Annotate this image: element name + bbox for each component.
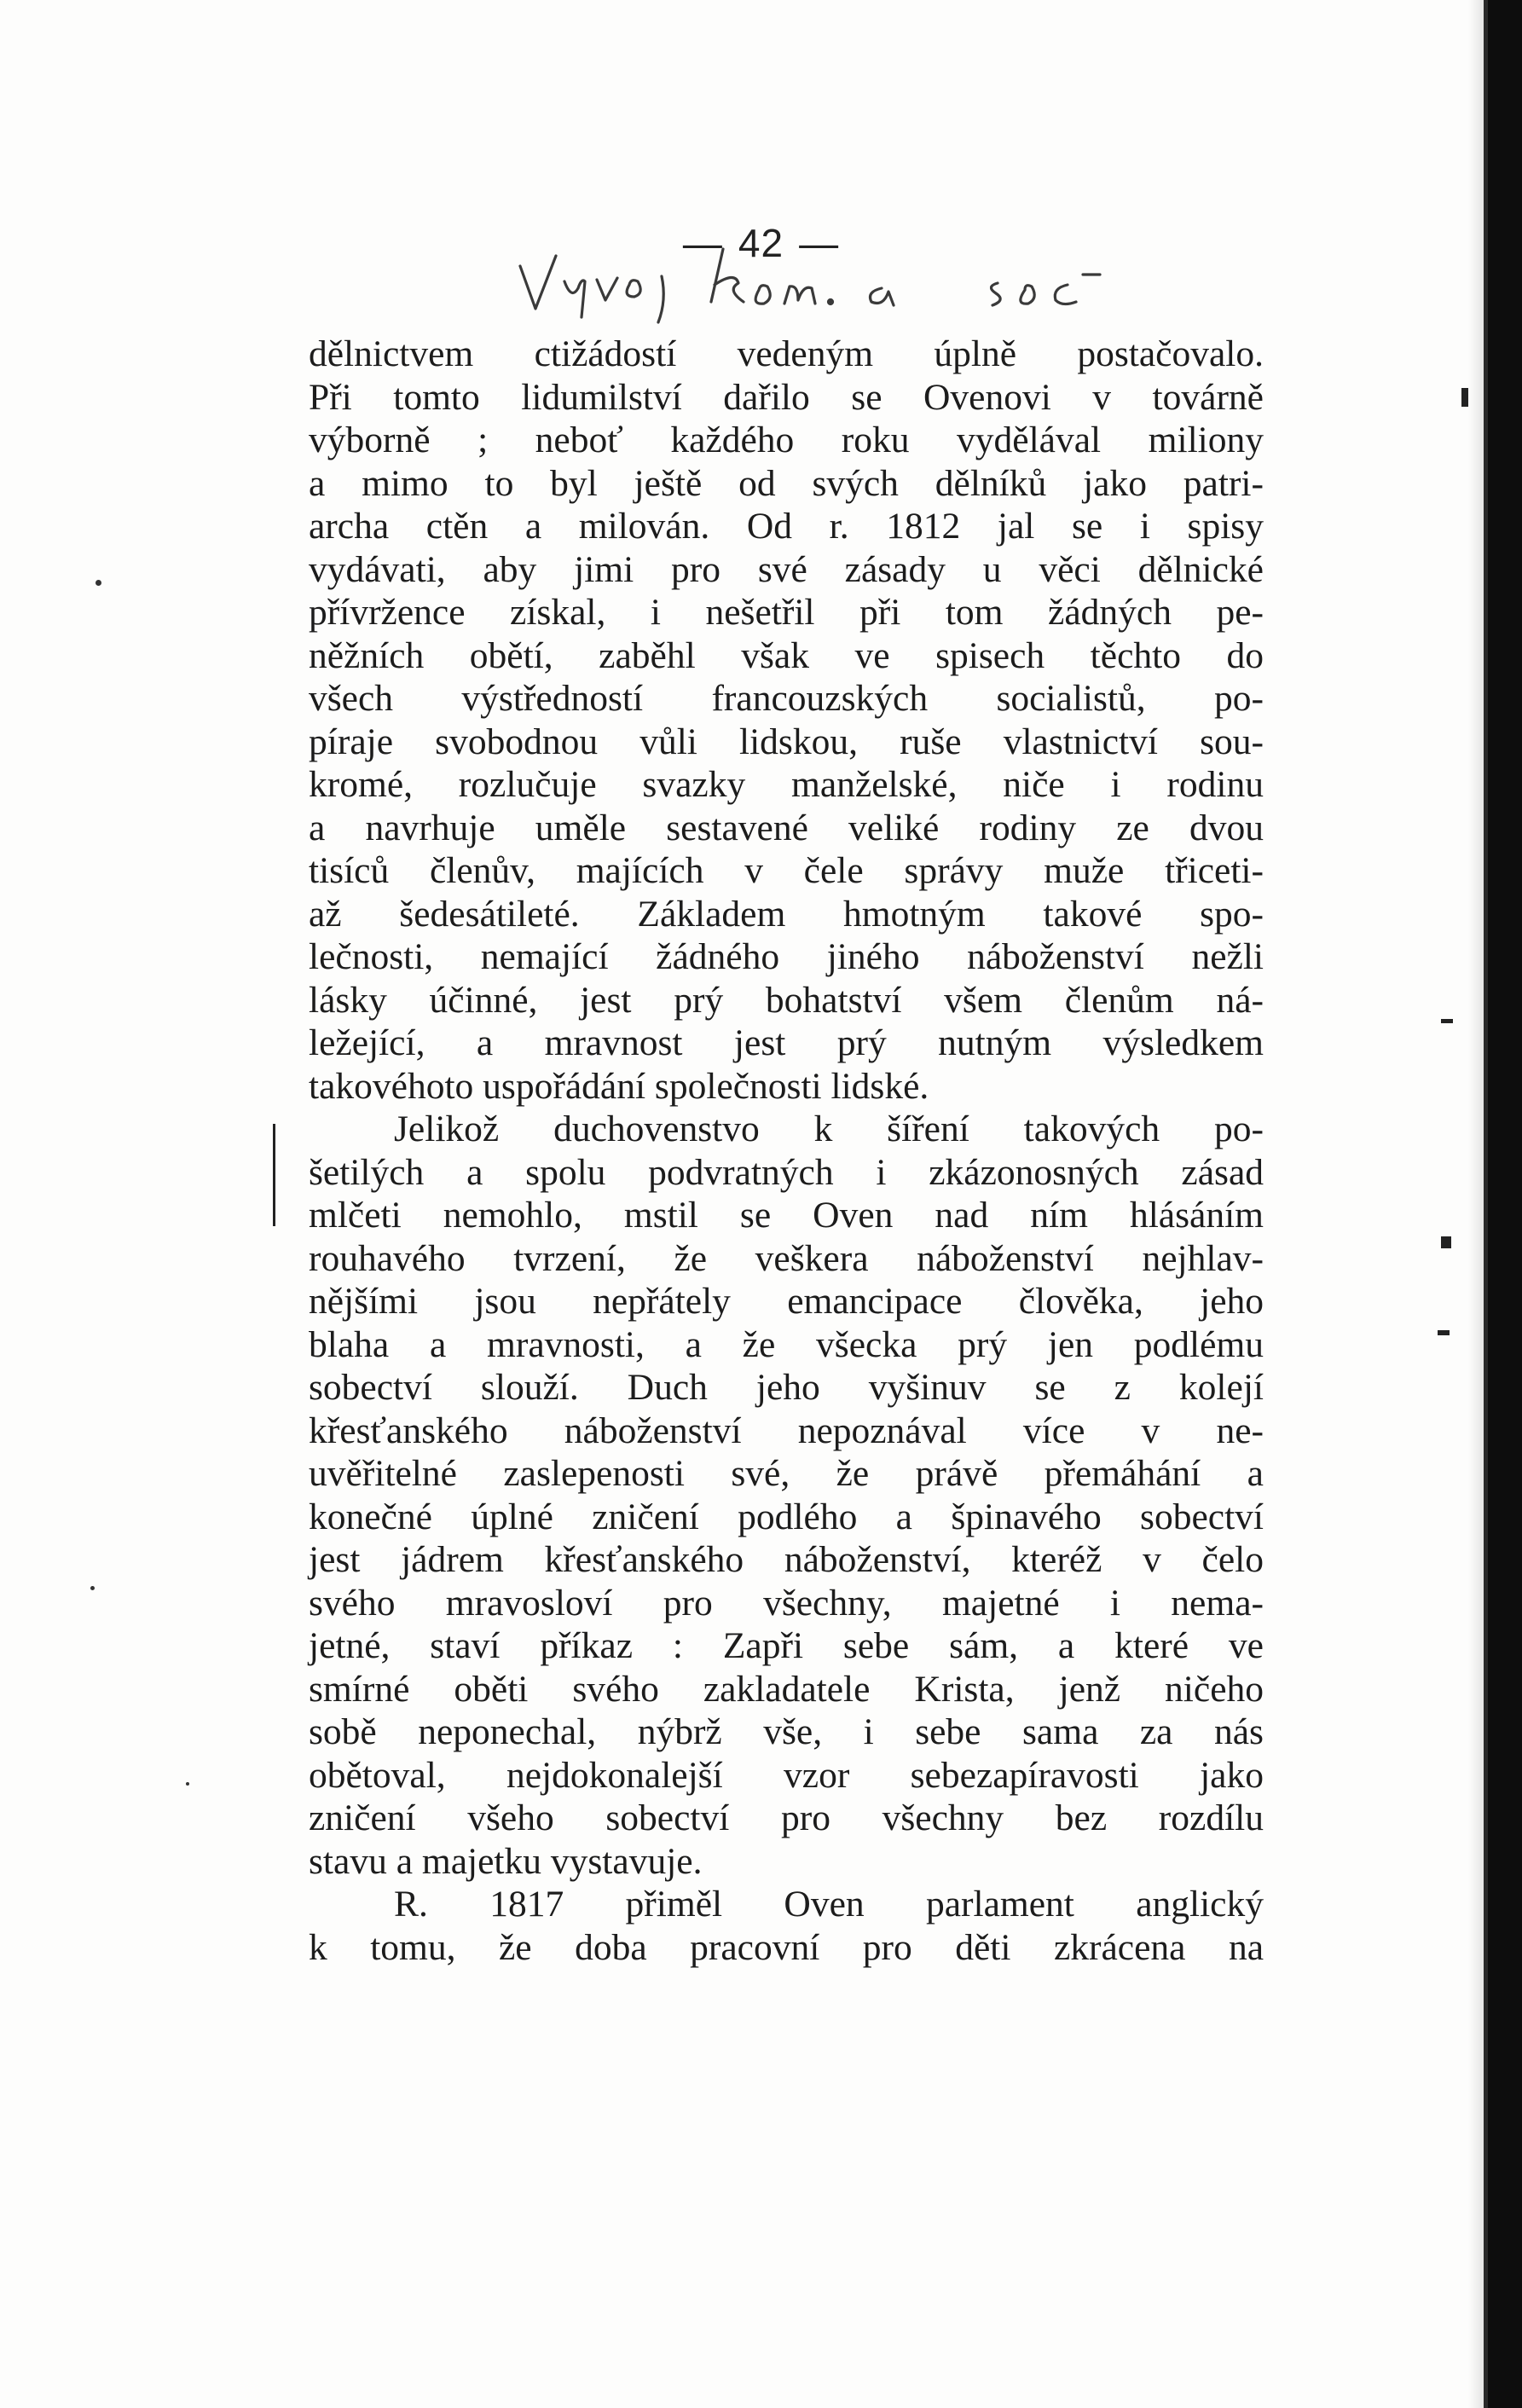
scan-border — [1488, 0, 1522, 2408]
text-line: Jelikož duchovenstvo k šíření takových po- — [394, 1108, 1264, 1149]
text-line: a navrhuje uměle sestavené veliké rodiny ze dvou — [309, 807, 1264, 848]
text-line: svého mravosloví pro všechny, majetné i nema- — [309, 1582, 1264, 1624]
handwritten-note — [503, 240, 1202, 334]
text-line: všech výstředností francouzských socialistů, po- — [309, 678, 1264, 719]
text-line: vydávati, aby jimi pro své zásady u věci dělnické — [309, 548, 1264, 590]
text-line: mlčeti nemohlo, mstil se Oven nad ním hlásáním — [309, 1195, 1264, 1236]
edge-mark — [1441, 1019, 1453, 1023]
text-line: archa ctěn a milován. Od r. 1812 jal se i spisy — [309, 506, 1264, 547]
edge-mark — [1461, 388, 1468, 407]
text-line: jest jádrem křesťanského náboženství, kteréž v čelo — [309, 1539, 1264, 1580]
page-number-value: 42 — [738, 221, 784, 265]
text-line: lečnosti, nemající žádného jiného náboženství nežli — [309, 936, 1264, 977]
text-line: výborně ; neboť každého roku vydělával miliony — [309, 420, 1264, 460]
text-line: smírné oběti svého zakladatele Krista, jenž ničeho — [309, 1668, 1264, 1710]
text-line: ležející, a mravnost jest prý nutným výsledkem — [309, 1022, 1264, 1063]
text-line: k tomu, že doba pracovní pro děti zkrácena na — [309, 1926, 1264, 1968]
text-line: rouhavého tvrzení, že veškera náboženství nejhlav- — [309, 1237, 1264, 1279]
text-line: a mimo to byl ještě od svých dělníků jako patri- — [309, 462, 1264, 504]
page-edge-shadow — [1468, 0, 1484, 2408]
page-number-dash-right: — — [799, 221, 840, 265]
scan-speck — [186, 1782, 189, 1786]
text-line: až šedesátileté. Základem hmotným takové spo- — [309, 893, 1264, 935]
text-line: stavu a majetku vystavuje. — [309, 1840, 703, 1882]
text-line: sobectví slouží. Duch jeho vyšinuv se z kolejí — [309, 1367, 1264, 1408]
text-line: kromé, rozlučuje svazky manželské, niče i rodinu — [309, 764, 1264, 805]
scan-speck — [95, 580, 101, 586]
text-line: šetilých a spolu podvratných i zkázonosných zásad — [309, 1151, 1264, 1193]
text-line: blaha a mravnosti, a že všecka prý jen podlému — [309, 1323, 1264, 1365]
edge-mark — [1441, 1236, 1451, 1248]
text-line: přívržence získal, i nešetřil při tom žádných pe- — [309, 592, 1264, 633]
text-line: píraje svobodnou vůli lidskou, ruše vlastnictví sou- — [309, 721, 1264, 762]
text-line: křesťanského náboženství nepoznával více v ne- — [309, 1409, 1264, 1451]
handwritten-note-scribble — [503, 240, 1202, 334]
scan-speck — [90, 1586, 95, 1590]
text-line: jetné, staví příkaz : Zapři sebe sám, a které ve — [309, 1625, 1264, 1666]
margin-pencil-line — [273, 1124, 275, 1226]
text-line: R. 1817 přiměl Oven parlament anglický — [394, 1884, 1264, 1925]
text-line: Při tomto lidumilství dařilo se Ovenovi v továrně — [309, 376, 1264, 418]
text-line: dělnictvem ctižádostí vedeným úplně postačovalo. — [309, 333, 1264, 374]
text-line: obětoval, nejdokonalejší vzor sebezapíravosti jako — [309, 1754, 1264, 1796]
page-number-dash-left: — — [682, 221, 723, 265]
text-line: zničení všeho sobectví pro všechny bez rozdílu — [309, 1797, 1264, 1838]
text-line: lásky účinné, jest prý bohatství všem členům ná- — [309, 979, 1264, 1021]
text-line: takovéhoto uspořádání společnosti lidské. — [309, 1065, 929, 1107]
edge-mark — [1438, 1330, 1450, 1335]
body-text — [309, 333, 1264, 1969]
text-line: něžních obětí, zaběhl však ve spisech těchto do — [309, 634, 1264, 676]
text-line: tisíců členův, majících v čele správy muže třiceti- — [309, 850, 1264, 891]
text-line: uvěřitelné zaslepenosti své, že právě přemáhání a — [309, 1453, 1264, 1494]
text-line: sobě neponechal, nýbrž vše, i sebe sama za nás — [309, 1711, 1264, 1752]
text-line: nějšími jsou nepřátely emancipace člověka, jeho — [309, 1281, 1264, 1322]
text-line: konečné úplné zničení podlého a špinavého sobectví — [309, 1496, 1264, 1537]
